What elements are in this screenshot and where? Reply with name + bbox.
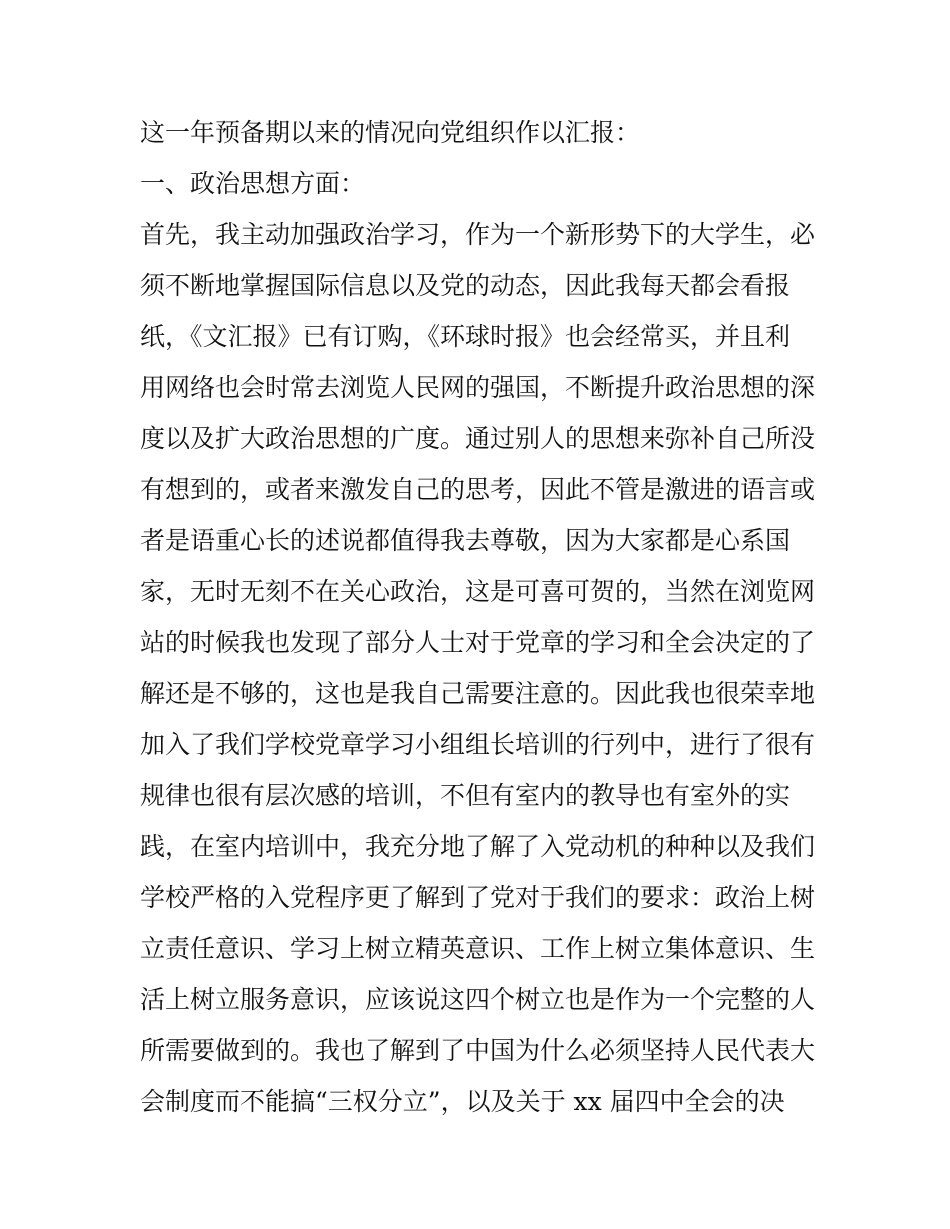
text-line: 规律也很有层次感的培训，不但有室内的教导也有室外的实 [140, 781, 791, 810]
text-line: 家，无时无刻不在关心政治，这是可喜可贺的，当然在浏览网 [140, 577, 816, 606]
text-line: 学校严格的入党程序更了解到了党对于我们的要求：政治上树 [140, 883, 816, 912]
text-line: 首先，我主动加强政治学习，作为一个新形势下的大学生，必 [140, 220, 816, 249]
text-line: 立责任意识、学习上树立精英意识、工作上树立集体意识、生 [140, 934, 816, 963]
text-line: 度以及扩大政治思想的广度。通过别人的思想来弥补自己所没 [140, 424, 816, 453]
section-heading-political-thought: 一、政治思想方面： [140, 169, 366, 198]
text-line: 站的时候我也发现了部分人士对于党章的学习和全会决定的了 [140, 628, 816, 657]
text-line: 有想到的，或者来激发自己的思考，因此不管是激进的语言或 [140, 475, 816, 504]
text-line: 践，在室内培训中，我充分地了解了入党动机的种种以及我们 [140, 832, 816, 861]
text-line: 须不断地掌握国际信息以及党的动态，因此我每天都会看报 [140, 271, 791, 300]
text-line: 纸，《文汇报》已有订购，《环球时报》也会经常买，并且利 [140, 322, 791, 351]
text-line-intro: 这一年预备期以来的情况向党组织作以汇报： [140, 118, 641, 147]
text-line: 者是语重心长的述说都值得我去尊敬，因为大家都是心系国 [140, 526, 791, 555]
text-line: 所需要做到的。我也了解到了中国为什么必须坚持人民代表大 [140, 1036, 816, 1065]
text-line: 解还是不够的，这也是我自己需要注意的。因此我也很荣幸地 [140, 679, 816, 708]
document-body [140, 107, 820, 1127]
text-line: 活上树立服务意识，应该说这四个树立也是作为一个完整的人 [140, 985, 816, 1014]
text-line: 用网络也会时常去浏览人民网的强国，不断提升政治思想的深 [140, 373, 816, 402]
text-line: 加入了我们学校党章学习小组组长培训的行列中，进行了很有 [140, 730, 816, 759]
text-line: 会制度而不能搞“三权分立”，以及关于 xx 届四中全会的决 [140, 1087, 785, 1116]
